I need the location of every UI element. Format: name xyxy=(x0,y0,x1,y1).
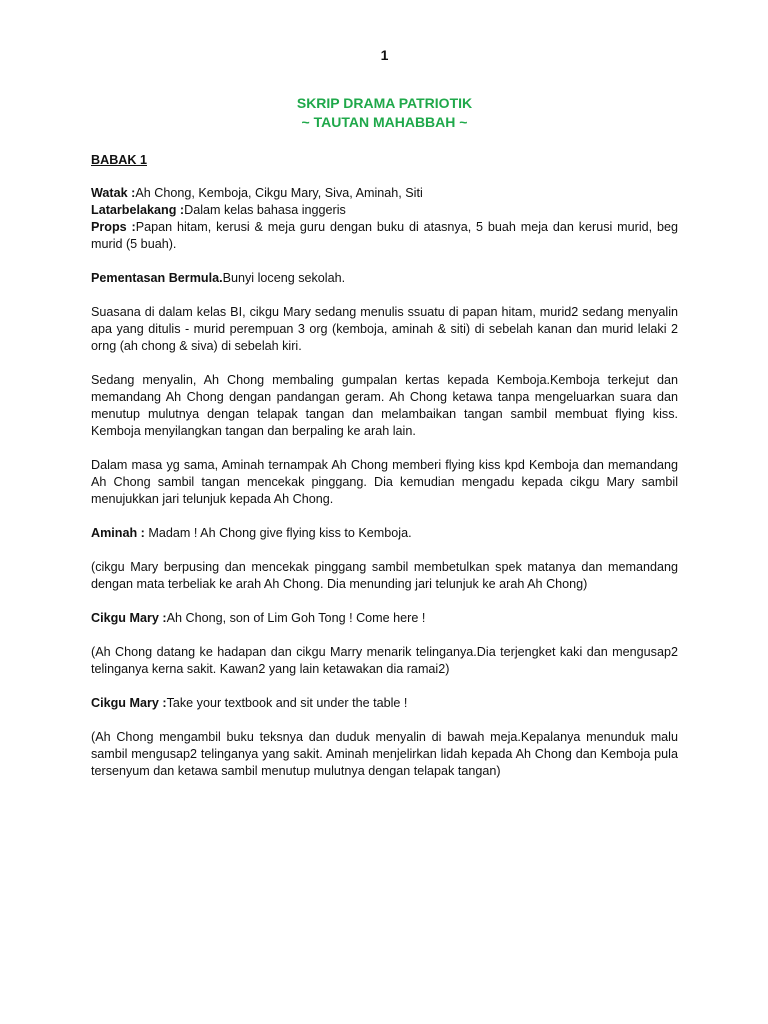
document-title xyxy=(91,94,678,132)
script-body xyxy=(91,152,678,797)
opening-line xyxy=(91,270,678,287)
dialogue-speaker: Aminah : xyxy=(91,526,149,540)
opening-label: Pementasan Bermula. xyxy=(91,271,223,285)
meta-setting xyxy=(91,202,678,219)
stage-direction: (Ah Chong datang ke hadapan dan cikgu Marry menarik telinganya.Dia terjengket kaki dan mengusap2 telinganya kerna sakit. Kawan2 yang lain ketawakan dia ramai2) xyxy=(91,645,678,676)
narration-paragraph: Sedang menyalin, Ah Chong membaling gumpalan kertas kepada Kemboja.Kemboja terkejut dan memandang Ah Chong dengan pandangan geram. Ah Chong ketawa tanpa mengeluarkan suara dan menutup mulutnya dengan telapak tangan dan melambaikan tangan sambil membuat flying kiss. Kemboja menyilangkan tangan dan berpaling ke arah lain. xyxy=(91,373,678,438)
meta-props-value: Papan hitam, kerusi & meja guru dengan buku di atasnya, 5 buah meja dan kerusi murid, beg murid (5 buah). xyxy=(91,220,679,251)
meta-props xyxy=(91,219,678,253)
page-number: 1 xyxy=(380,47,389,63)
dialogue-text: Ah Chong, son of Lim Goh Tong ! Come here ! xyxy=(166,611,426,625)
dialogue-line xyxy=(91,525,678,542)
dialogue-line xyxy=(91,610,678,627)
stage-direction: (Ah Chong mengambil buku teksnya dan duduk menyalin di bawah meja.Kepalanya menunduk malu sambil mengusap2 telinganya yang sakit. Aminah menjelirkan lidah kepada Ah Chong dan Kemboja pula tersenyum dan ketawa sambil menutup mulutnya dengan telapak tangan) xyxy=(91,730,678,778)
opening-value: Bunyi loceng sekolah. xyxy=(222,271,346,285)
dialogue-speaker: Cikgu Mary : xyxy=(91,696,167,710)
meta-characters xyxy=(91,185,678,202)
meta-setting-label: Latarbelakang : xyxy=(91,203,185,217)
title-line-2: ~ TAUTAN MAHABBAH ~ xyxy=(301,114,468,130)
dialogue-speaker: Cikgu Mary : xyxy=(91,611,167,625)
meta-setting-value: Dalam kelas bahasa inggeris xyxy=(184,203,346,217)
stage-direction: (cikgu Mary berpusing dan mencekak pinggang sambil membetulkan spek matanya dan memandang dengan mata terbeliak ke arah Ah Chong. Dia menunding jari telunjuk ke arah Ah Chong) xyxy=(91,560,678,591)
narration-paragraph: Dalam masa yg sama, Aminah ternampak Ah Chong memberi flying kiss kpd Kemboja dan memandang Ah Chong sambil tangan mencekak pinggang. Dia kemudian mengadu kepada cikgu Mary sambil menujukkan jari telunjuk kepada Ah Chong. xyxy=(91,458,678,506)
meta-characters-label: Watak : xyxy=(91,186,136,200)
dialogue-text: Take your textbook and sit under the table ! xyxy=(166,696,408,710)
meta-props-label: Props : xyxy=(91,220,136,234)
meta-characters-value: Ah Chong, Kemboja, Cikgu Mary, Siva, Aminah, Siti xyxy=(135,186,423,200)
scene-heading: BABAK 1 xyxy=(91,153,147,167)
dialogue-line xyxy=(91,695,678,712)
dialogue-text: Madam ! Ah Chong give flying kiss to Kemboja. xyxy=(148,526,412,540)
scene-meta xyxy=(91,185,678,253)
title-line-1: SKRIP DRAMA PATRIOTIK xyxy=(296,95,473,111)
narration-paragraph: Suasana di dalam kelas BI, cikgu Mary sedang menulis ssuatu di papan hitam, murid2 sedang menyalin apa yang ditulis - murid perempuan 3 org (kemboja, aminah & siti) di sebelah kanan dan murid lelaki 2 orng (ah chong & siva) di sebelah kiri. xyxy=(91,305,678,353)
